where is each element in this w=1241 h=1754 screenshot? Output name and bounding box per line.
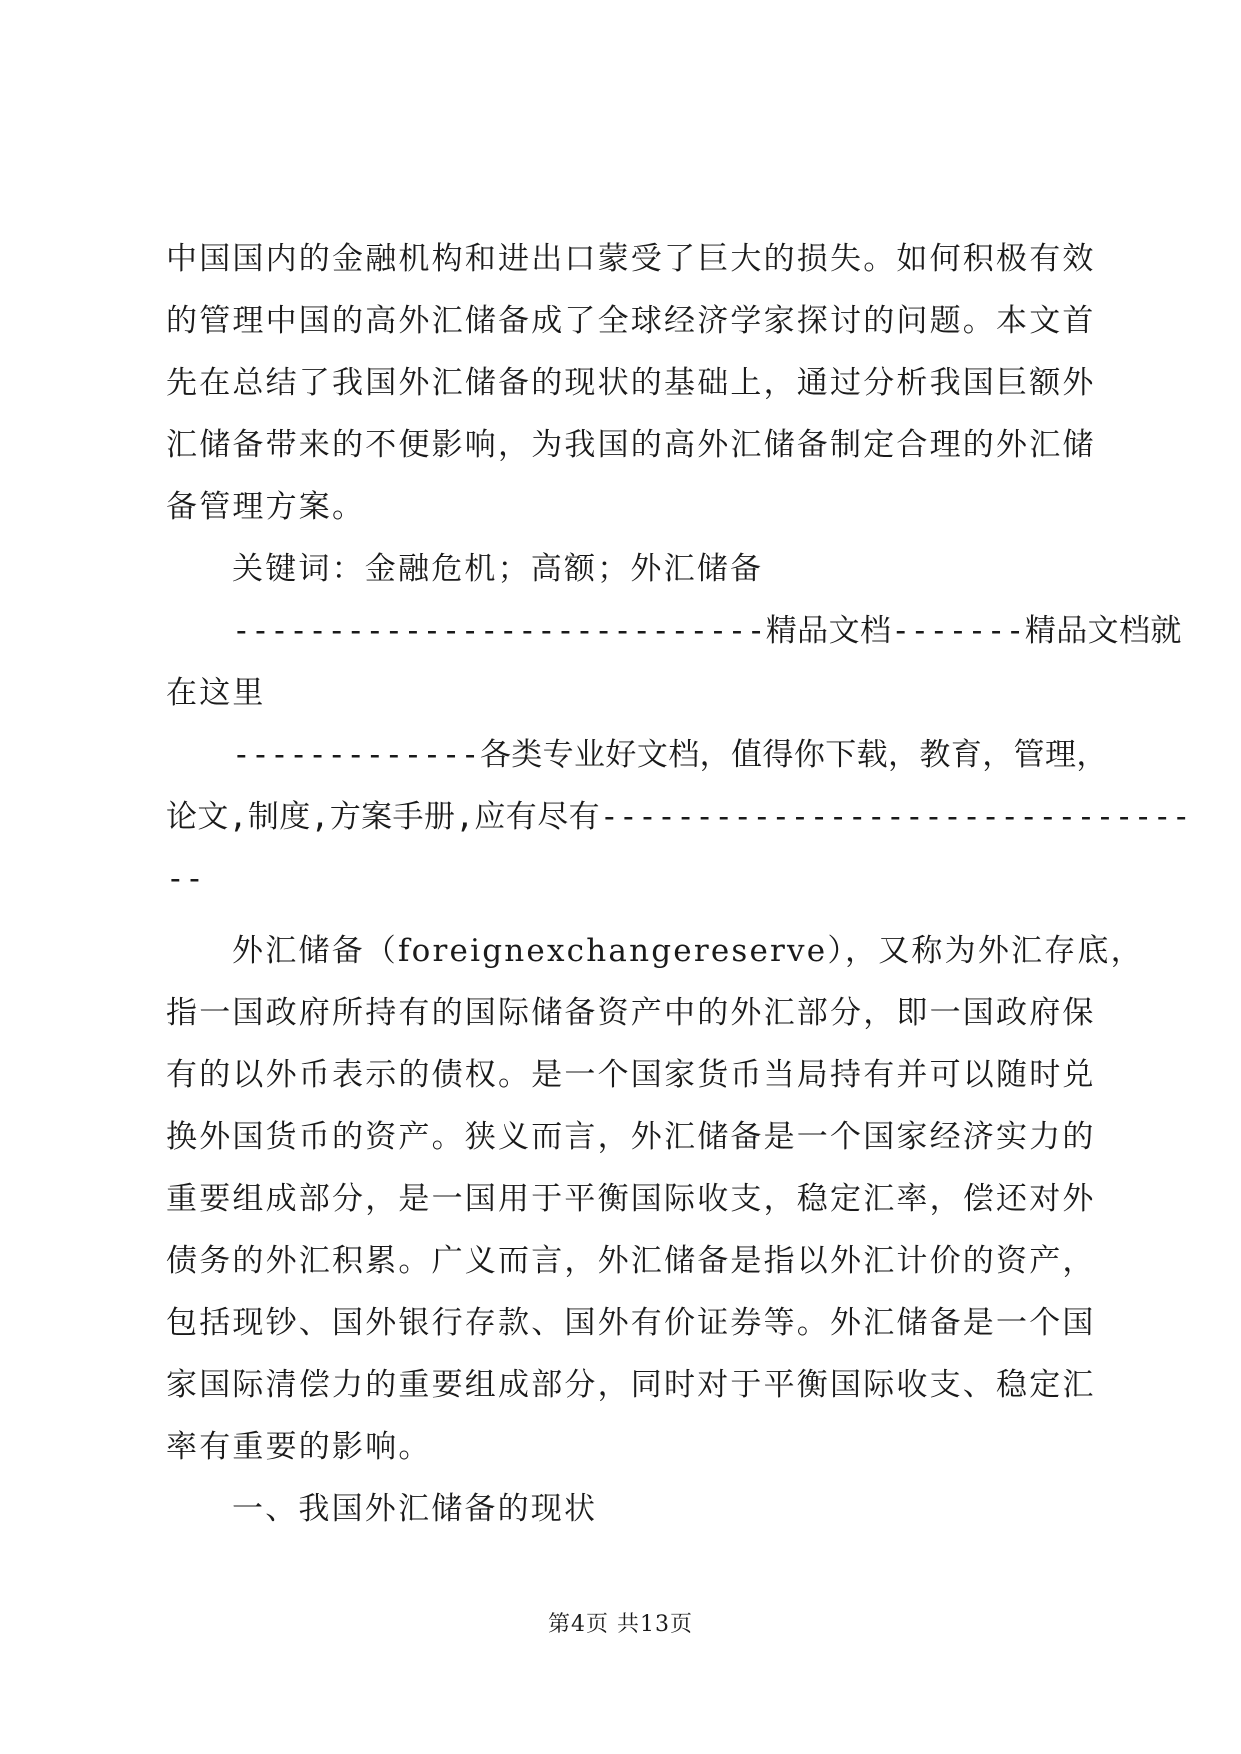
paragraph-line: 备管理方案。 xyxy=(166,489,366,525)
paragraph-line: 包括现钞、国外银行存款、国外有价证券等。外汇储备是一个国 xyxy=(166,1305,1096,1341)
paragraph-line: 的管理中国的高外汇储备成了全球经济学家探讨的问题。本文首 xyxy=(166,303,1096,339)
paragraph-line: 有的以外币表示的债权。是一个国家货币当局持有并可以随时兑 xyxy=(166,1057,1096,1093)
paragraph-line: 指一国政府所持有的国际储备资产中的外汇部分，即一国政府保 xyxy=(166,995,1096,1031)
paragraph-line: 中国国内的金融机构和进出口蒙受了巨大的损失。如何积极有效 xyxy=(166,241,1096,277)
paragraph-line: 家国际清偿力的重要组成部分，同时对于平衡国际收支、稳定汇 xyxy=(166,1367,1096,1403)
document-body xyxy=(166,228,1191,1540)
section-heading: 一、我国外汇储备的现状 xyxy=(232,1491,598,1527)
separator-line: ----------------------------精品文档-------精品文档就 xyxy=(232,613,1182,649)
paragraph-line: 债务的外汇积累。广义而言，外汇储备是指以外汇计价的资产， xyxy=(166,1243,1096,1279)
paragraph-line: 先在总结了我国外汇储备的现状的基础上，通过分析我国巨额外 xyxy=(166,365,1096,401)
paragraph-line: 换外国货币的资产。狭义而言，外汇储备是一个国家经济实力的 xyxy=(166,1119,1096,1155)
paragraph-line: 率有重要的影响。 xyxy=(166,1429,432,1465)
separator-line: -------------各类专业好文档，值得你下载，教育，管理， xyxy=(232,737,1108,773)
separator-line: 论文,制度,方案手册,应有尽有------------------------------- xyxy=(166,799,1191,835)
page-number: 第4页 共13页 xyxy=(548,1612,693,1637)
paragraph-line: 外汇储备（foreignexchangereserve），又称为外汇存底， xyxy=(232,933,1144,969)
separator-line: -- xyxy=(166,861,205,897)
paragraph-gap xyxy=(166,910,1076,920)
keywords-line: 关键词：金融危机；高额；外汇储备 xyxy=(232,551,764,587)
paragraph-line: 重要组成部分，是一国用于平衡国际收支，稳定汇率，偿还对外 xyxy=(166,1181,1096,1217)
paragraph-line: 汇储备带来的不便影响，为我国的高外汇储备制定合理的外汇储 xyxy=(166,427,1096,463)
separator-line: 在这里 xyxy=(166,675,266,711)
